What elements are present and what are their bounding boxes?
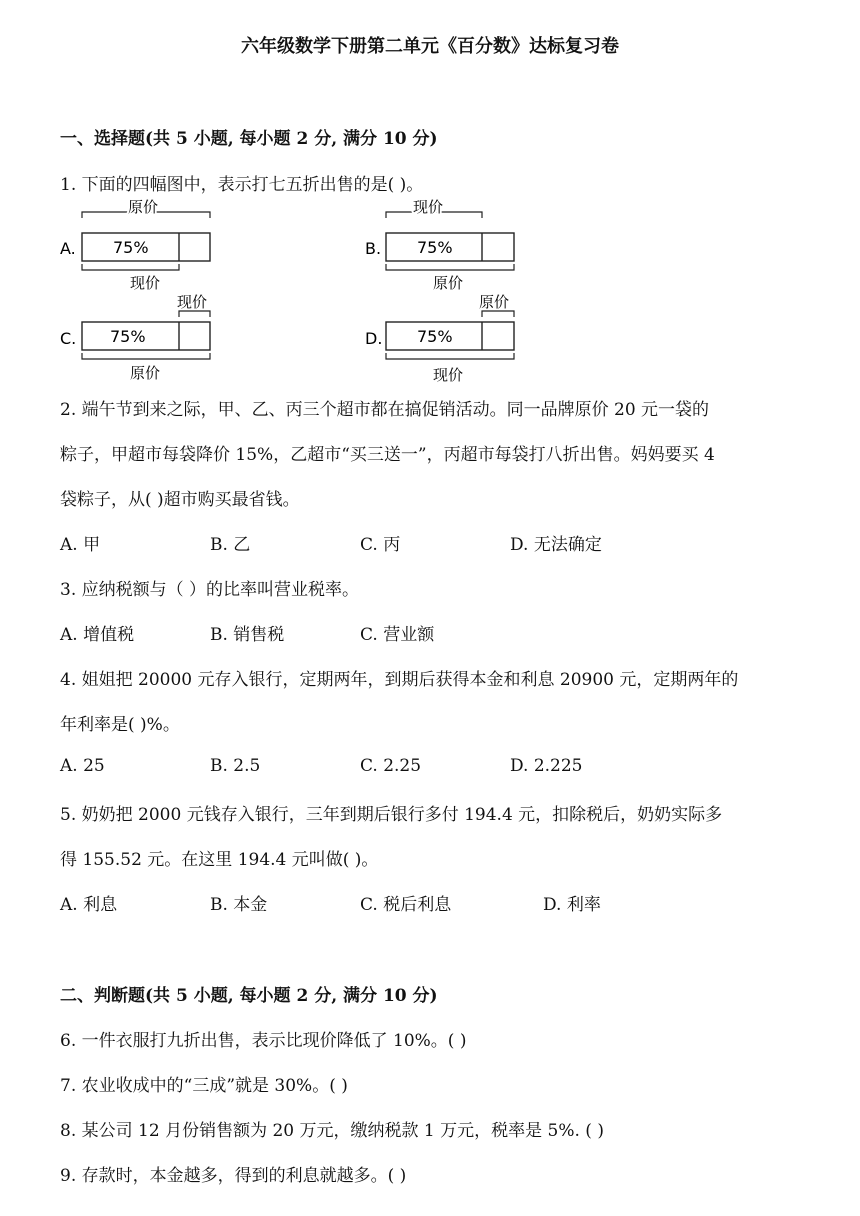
figure-b-bottom-label: 原价 <box>433 274 464 292</box>
question-5-line-2: 得 155.52 元。在这里 194.4 元叫做( )。 <box>60 850 379 870</box>
figure-c-top-label: 现价 <box>177 293 208 311</box>
question-5-option-b[interactable]: B. 本金 <box>210 895 268 915</box>
figure-a-letter: A. <box>60 239 76 258</box>
figure-b-letter: B. <box>365 239 382 258</box>
question-4-option-d[interactable]: D. 2.225 <box>510 756 583 776</box>
figure-a-bottom-brace <box>82 264 179 270</box>
question-1-text: 1. 下面的四幅图中，表示打七五折出售的是( )。 <box>60 175 424 195</box>
figure-a-top-label: 原价 <box>128 198 159 216</box>
figure-a <box>60 198 210 292</box>
question-1-figures <box>55 196 575 386</box>
question-3-text: 3. 应纳税额与（ ）的比率叫营业税率。 <box>60 580 360 600</box>
figure-c-bottom-label: 原价 <box>130 364 161 382</box>
question-4-option-c[interactable]: C. 2.25 <box>360 756 422 776</box>
figure-d-top-brace <box>482 311 514 317</box>
figure-c-bar <box>82 322 210 350</box>
question-2-line-1: 2. 端午节到来之际，甲、乙、丙三个超市都在搞促销活动。同一品牌原价 20 元一袋的 <box>60 400 710 420</box>
question-4-line-2: 年利率是( )%。 <box>60 715 180 735</box>
figure-b-top-label: 现价 <box>413 198 444 216</box>
figure-c-letter: C. <box>60 329 77 348</box>
question-5-line-1: 5. 奶奶把 2000 元钱存入银行，三年到期后银行多付 194.4 元，扣除税后，奶奶实际多 <box>60 805 723 825</box>
question-6-text: 6. 一件衣服打九折出售，表示比现价降低了 10%。( ) <box>60 1031 467 1051</box>
figure-c-top-brace <box>179 311 210 317</box>
question-5-option-d[interactable]: D. 利率 <box>543 895 601 915</box>
question-2-line-2: 粽子，甲超市每袋降价 15%，乙超市“买三送一”，丙超市每袋打八折出售。妈妈要买 4 <box>60 445 715 465</box>
question-4-option-a[interactable]: A. 25 <box>60 756 105 776</box>
figure-d-top-label: 原价 <box>479 293 510 311</box>
question-5-option-c[interactable]: C. 税后利息 <box>360 895 452 915</box>
figure-c <box>60 293 210 382</box>
question-7-text: 7. 农业收成中的“三成”就是 30%。( ) <box>60 1076 348 1096</box>
figure-a-bottom-label: 现价 <box>130 274 161 292</box>
section-heading-choice: 一、选择题(共 5 小题, 每小题 2 分, 满分 10 分) <box>60 129 438 149</box>
page-title: 六年级数学下册第二单元《百分数》达标复习卷 <box>241 36 619 57</box>
question-4-line-1: 4. 姐姐把 20000 元存入银行，定期两年，到期后获得本金和利息 20900 元，定期两年的 <box>60 670 739 690</box>
figure-d-bottom-brace <box>386 353 514 359</box>
question-3-option-b[interactable]: B. 销售税 <box>210 625 285 645</box>
figure-d-letter: D. <box>365 329 383 348</box>
question-9-text: 9. 存款时，本金越多，得到的利息就越多。( ) <box>60 1166 407 1186</box>
question-2-option-a[interactable]: A. 甲 <box>60 535 101 555</box>
figure-c-bottom-brace <box>82 353 210 359</box>
question-3-option-c[interactable]: C. 营业额 <box>360 625 435 645</box>
question-2-option-c[interactable]: C. 丙 <box>360 535 401 555</box>
figure-c-percent: 75% <box>110 327 146 346</box>
figure-b-percent: 75% <box>417 238 453 257</box>
question-2-option-b[interactable]: B. 乙 <box>210 535 251 555</box>
question-4-option-b[interactable]: B. 2.5 <box>210 756 261 776</box>
figure-d <box>365 293 514 384</box>
figure-b-bottom-brace <box>386 264 514 270</box>
figure-a-percent: 75% <box>113 238 149 257</box>
section-heading-judgment: 二、判断题(共 5 小题, 每小题 2 分, 满分 10 分) <box>60 986 438 1006</box>
question-2-line-3: 袋粽子，从( )超市购买最省钱。 <box>60 490 300 510</box>
figure-b <box>365 198 514 292</box>
question-2-option-d[interactable]: D. 无法确定 <box>510 535 602 555</box>
question-8-text: 8. 某公司 12 月份销售额为 20 万元，缴纳税款 1 万元，税率是 5%. ( ) <box>60 1121 604 1141</box>
figure-d-percent: 75% <box>417 327 453 346</box>
question-5-option-a[interactable]: A. 利息 <box>60 895 118 915</box>
question-3-option-a[interactable]: A. 增值税 <box>60 625 135 645</box>
figure-d-bottom-label: 现价 <box>433 366 464 384</box>
